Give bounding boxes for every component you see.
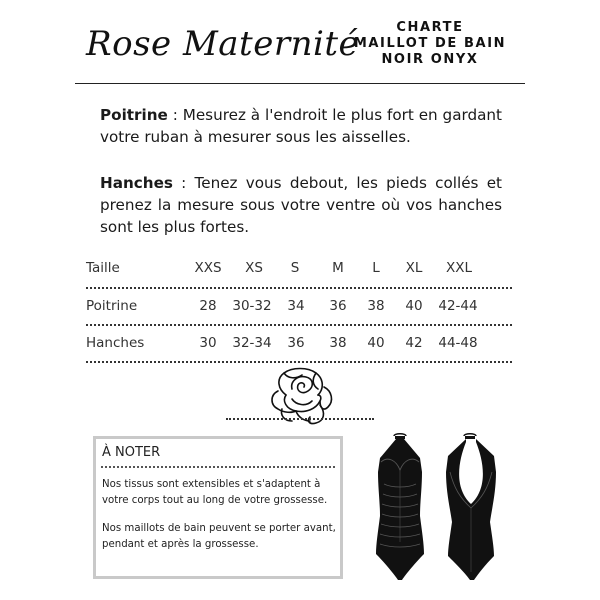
chart-title-line-3: NOIR ONYX: [381, 52, 479, 67]
chest-row: [86, 294, 512, 331]
chart-title: [350, 20, 510, 68]
size-col: XL: [405, 260, 423, 276]
table-cell: 34: [287, 298, 305, 314]
table-cell: 40: [367, 335, 385, 351]
note-title: À NOTER: [102, 445, 161, 460]
size-col: L: [372, 260, 380, 276]
size-col: S: [290, 260, 300, 276]
table-cell: 38: [329, 335, 347, 351]
table-cell: 40: [405, 298, 423, 314]
chest-term: Poitrine: [100, 106, 168, 124]
row-divider: [86, 287, 512, 289]
table-cell: 42-44: [438, 298, 478, 314]
header-divider: [75, 83, 525, 84]
note-paragraph: Nos tissus sont extensibles et s'adaptent à votre corps tout au long de votre grossesse.: [102, 479, 328, 506]
size-header-row: [86, 257, 512, 294]
table-cell: 32-34: [232, 335, 272, 351]
hips-text: : Tenez vous debout, les pieds collés et prenez la mesure sous votre ventre où vos hanches sont les plus fortes.: [100, 174, 502, 236]
swimsuit-back-illustration: [438, 432, 504, 582]
table-cell: 30-32: [232, 298, 272, 314]
size-row-label: Taille: [86, 260, 120, 276]
row-divider: [86, 361, 512, 363]
hips-row: [86, 331, 512, 368]
chest-row-label: Poitrine: [86, 298, 138, 314]
chest-text: : Mesurez à l'endroit le plus fort en gardant votre ruban à mesurer sous les aisselles.: [100, 106, 502, 146]
table-cell: 30: [199, 335, 217, 351]
size-col: XXL: [445, 260, 473, 276]
note-paragraph: Nos maillots de bain peuvent se porter avant, pendant et après la grossesse.: [102, 523, 336, 550]
note-box: [93, 436, 343, 579]
chart-title-line-1: CHARTE: [396, 20, 464, 35]
hips-instruction: [100, 172, 502, 238]
size-col: XS: [245, 260, 263, 276]
hips-row-label: Hanches: [86, 335, 145, 351]
size-col: M: [332, 260, 344, 276]
chest-instruction: [100, 104, 502, 148]
brand-logo: Rose Maternité: [86, 24, 360, 64]
table-cell: 38: [367, 298, 385, 314]
row-divider: [86, 324, 512, 326]
table-cell: 36: [329, 298, 347, 314]
swimsuit-front-illustration: [366, 432, 434, 582]
size-table: [86, 257, 512, 368]
size-col: XXS: [194, 260, 222, 276]
table-cell: 36: [287, 335, 305, 351]
rose-divider: [226, 418, 374, 420]
chart-title-line-2: MAILLOT DE BAIN: [353, 36, 507, 51]
table-cell: 28: [199, 298, 217, 314]
note-divider: [101, 466, 335, 468]
table-cell: 42: [405, 335, 423, 351]
table-cell: 44-48: [438, 335, 478, 351]
hips-term: Hanches: [100, 174, 173, 192]
